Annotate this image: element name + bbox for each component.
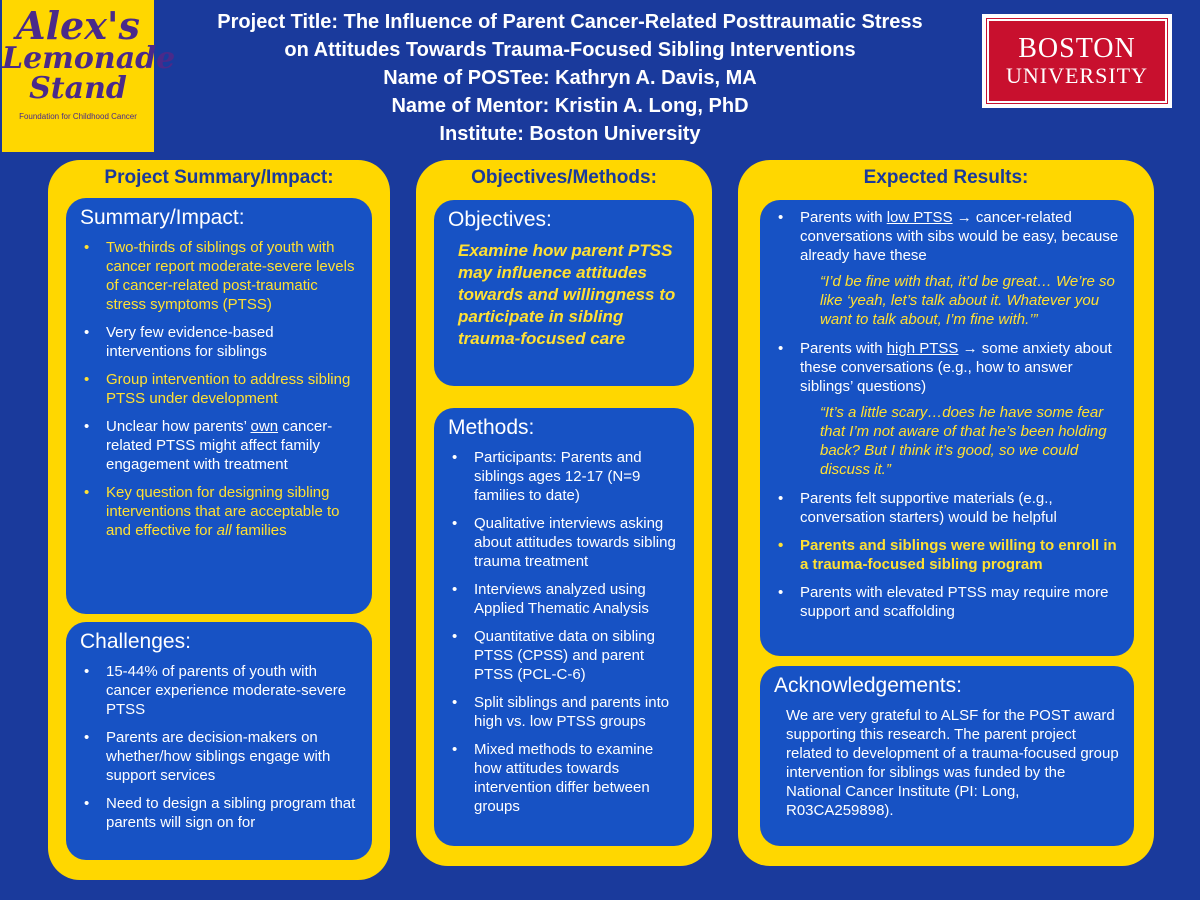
project-title-line2: on Attitudes Towards Trauma-Focused Sibling Interventions — [284, 39, 856, 61]
challenges-box — [66, 622, 372, 860]
project-title-line1: Project Title: The Influence of Parent Cancer-Related Posttraumatic Stress — [217, 11, 923, 33]
summary-bullet-5: • Key question for designing sibling interventions that are acceptable to and effective for all families — [80, 483, 358, 540]
objectives-box — [434, 200, 694, 386]
summary-bullet-4: • Unclear how parents’ own cancer-related PTSS might affect family engagement with treatment — [80, 417, 358, 474]
results-column — [738, 160, 1154, 866]
mentor-name: Name of Mentor: Kristin A. Long, PhD — [391, 95, 749, 117]
objectives-text: Examine how parent PTSS may influence attitudes towards and willingness to participate in sibling trauma-focused care — [458, 241, 676, 348]
methods-box — [434, 408, 694, 846]
summary-box-title: Summary/Impact: — [80, 206, 245, 229]
challenges-bullet-1: • 15-44% of parents of youth with cancer experience moderate-severe PTSS — [80, 662, 358, 719]
postee-name: Name of POSTee: Kathryn A. Davis, MA — [383, 67, 757, 89]
poster-header — [170, 8, 970, 148]
results-bullet-2: • Parents with high PTSS → some anxiety about these conversations (e.g., how to answer siblings’ questions) — [774, 339, 1120, 396]
results-box — [760, 200, 1134, 656]
challenges-bullet-3: • Need to design a sibling program that parents will sign on for — [80, 794, 358, 832]
objectives-box-title: Objectives: — [448, 208, 552, 231]
results-bullet-5: • Parents with elevated PTSS may require more support and scaffolding — [774, 583, 1120, 621]
results-bullet-4: • Parents and siblings were willing to enroll in a trauma-focused sibling program — [774, 536, 1120, 574]
methods-bullet-1: • Participants: Parents and siblings ages 12-17 (N=9 families to date) — [448, 448, 680, 505]
acknowledgements-box — [760, 666, 1134, 846]
results-quote-2: “It’s a little scary…does he have some fear that I’m not aware of that he’s been holding back? But I think it’s good, so we could discuss it.” — [820, 404, 1107, 478]
challenges-bullet-2: • Parents are decision-makers on whether/how siblings engage with support services — [80, 728, 358, 785]
results-quote-1: “I’d be fine with that, it’d be great… We’re so like ‘yeah, let’s talk about it. Whatever you want to talk about, I’m fine with.’” — [820, 273, 1115, 328]
alsf-logo — [2, 0, 176, 152]
methods-bullet-5: • Split siblings and parents into high vs. low PTSS groups — [448, 693, 680, 731]
results-bullet-3: • Parents felt supportive materials (e.g., conversation starters) would be helpful — [774, 489, 1120, 527]
summary-bullet-3: • Group intervention to address sibling PTSS under development — [80, 370, 358, 408]
bu-logo — [982, 14, 1172, 108]
methods-column-title: Objectives/Methods: — [471, 167, 657, 188]
methods-bullet-2: • Qualitative interviews asking about attitudes towards sibling trauma treatment — [448, 514, 680, 571]
institute-name: Institute: Boston University — [439, 123, 701, 145]
results-column-title: Expected Results: — [863, 167, 1029, 188]
logo-line2: Lemonade — [2, 41, 176, 76]
summary-column-title: Project Summary/Impact: — [104, 167, 334, 188]
summary-bullet-1: • Two-thirds of siblings of youth with cancer report moderate-severe levels of cancer-related post-traumatic stress symptoms (PTSS) — [80, 238, 358, 314]
challenges-box-title: Challenges: — [80, 630, 191, 653]
logo-line3: Stand — [29, 71, 127, 106]
methods-box-title: Methods: — [448, 416, 535, 439]
summary-bullet-2: • Very few evidence-based interventions for siblings — [80, 323, 358, 361]
logo-line1: Alex's — [16, 3, 140, 48]
summary-box — [66, 198, 372, 614]
summary-column — [48, 160, 390, 880]
acknowledgements-text: We are very grateful to ALSF for the POST award supporting this research. The parent project related to development of a trauma-focused group intervention for siblings was funded by the National Cancer Institute (PI: Long, R03CA259898). — [786, 707, 1119, 819]
methods-column — [416, 160, 712, 866]
methods-bullet-6: • Mixed methods to examine how attitudes towards intervention differ between groups — [448, 740, 680, 816]
results-bullet-1: • Parents with low PTSS → cancer-related conversations with sibs would be easy, because already have these — [774, 208, 1120, 265]
bu-logo-line1: BOSTON — [1018, 33, 1136, 64]
methods-bullet-3: • Interviews analyzed using Applied Thematic Analysis — [448, 580, 680, 618]
logo-tagline: Foundation for Childhood Cancer — [19, 112, 137, 121]
methods-bullet-4: • Quantitative data on sibling PTSS (CPSS) and parent PTSS (PCL-C-6) — [448, 627, 680, 684]
bu-logo-line2: UNIVERSITY — [1006, 63, 1148, 88]
acknowledgements-title: Acknowledgements: — [774, 674, 962, 697]
